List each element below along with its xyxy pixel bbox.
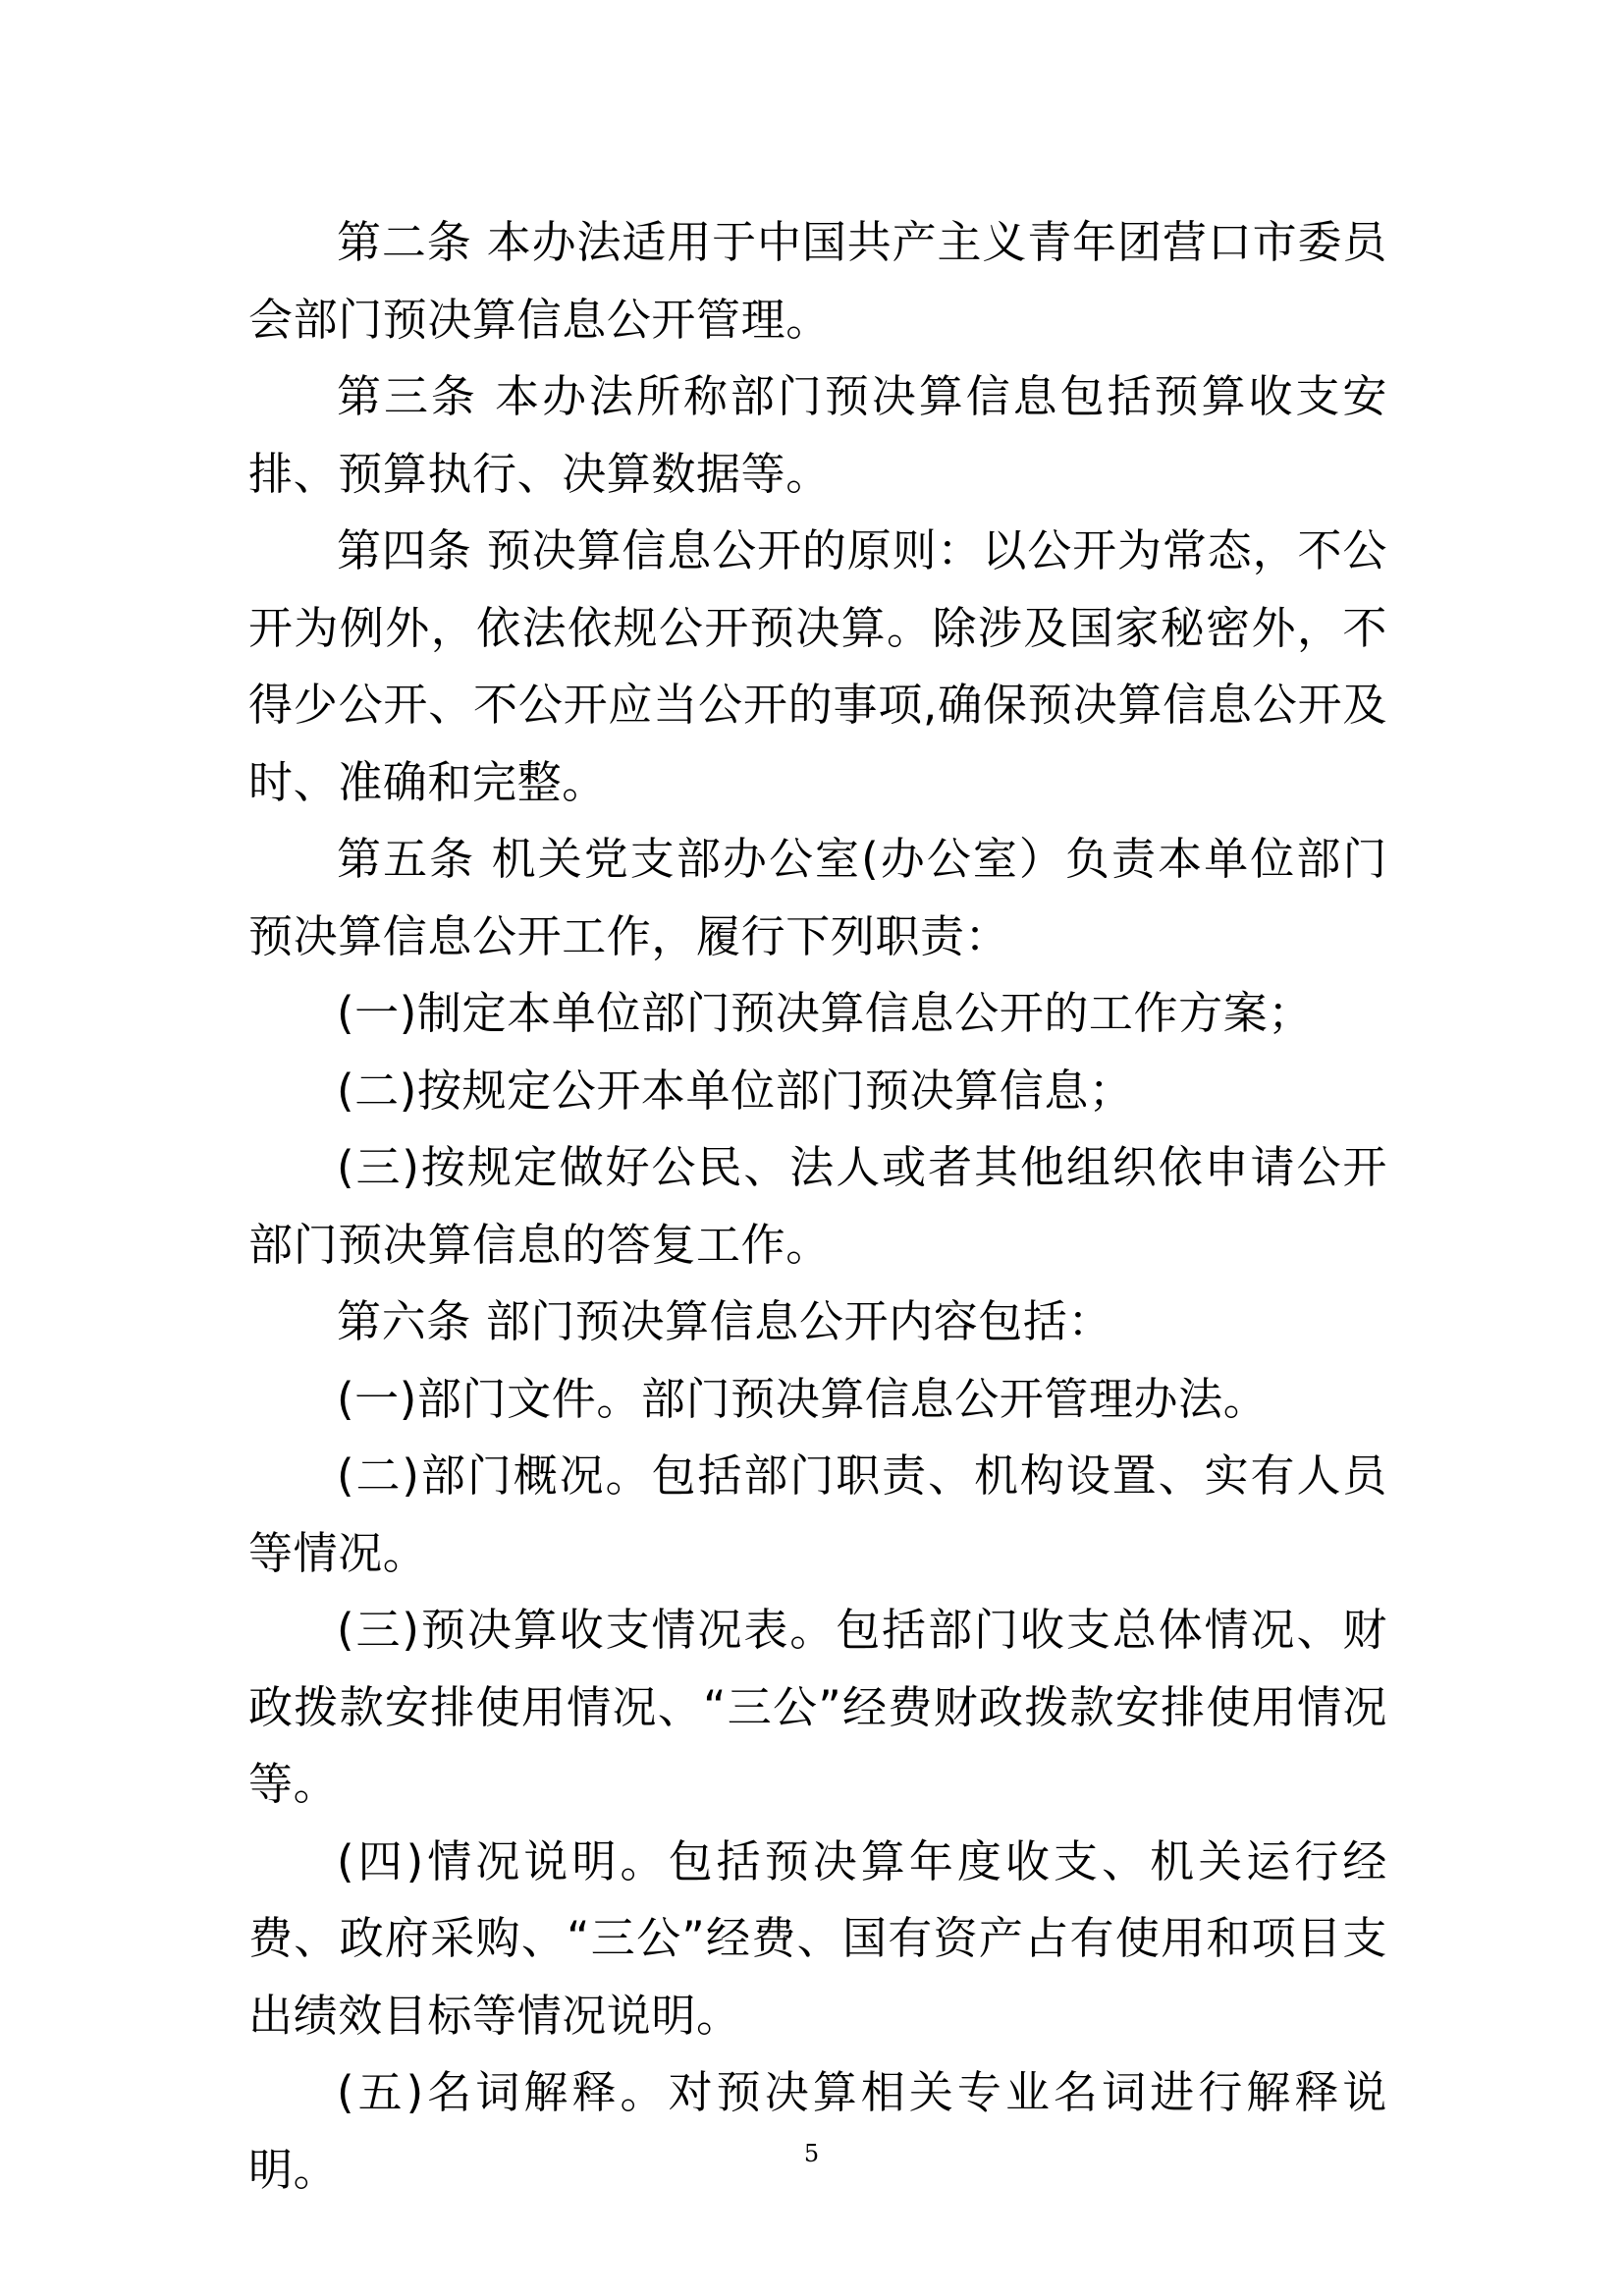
paragraph-article-4: 第四条 预决算信息公开的原则：以公开为常态，不公开为例外，依法依规公开预决算。除涉及国家秘密外，不得少公开、不公开应当公开的事项,确保预决算信息公开及时、准确和完整。 [248,524,1387,808]
paragraph-article-6-item-2: (二)部门概况。包括部门职责、机构设置、实有人员等情况。 [248,1449,1387,1579]
paragraph-article-5-item-2: (二)按规定公开本单位部门预决算信息； [337,1064,1134,1117]
page-number: 5 [803,2140,820,2167]
paragraph-article-5-item-3: (三)按规定做好公民、法人或者其他组织依申请公开部门预决算信息的答复工作。 [248,1141,1387,1271]
paragraph-article-2: 第二条 本办法适用于中国共产主义青年团营口市委员会部门预决算信息公开管理。 [248,216,1387,346]
paragraph-article-5-item-1: (一)制定本单位部门预决算信息公开的工作方案； [337,987,1313,1039]
document-body [248,204,1387,2209]
paragraph-article-6-item-4: (四)情况说明。包括预决算年度收支、机关运行经费、政府采购、“三公”经费、国有资产占有使用和项目支出绩效目标等情况说明。 [248,1834,1387,2042]
paragraph-article-6-item-1: (一)部门文件。部门预决算信息公开管理办法。 [337,1372,1269,1425]
paragraph-article-3: 第三条 本办法所称部门预决算信息包括预算收支安排、预算执行、决算数据等。 [248,370,1387,500]
paragraph-article-5: 第五条 机关党支部办公室(办公室）负责本单位部门预决算信息公开工作，履行下列职责： [248,833,1387,962]
paragraph-article-6: 第六条 部门预决算信息公开内容包括： [337,1295,1113,1347]
paragraph-article-6-item-5: (五)名词解释。对预决算相关专业名词进行解释说明。 [248,2066,1387,2196]
paragraph-article-6-item-3: (三)预决算收支情况表。包括部门收支总体情况、财政拨款安排使用情况、“三公”经费财政拨款安排使用情况等。 [248,1604,1387,1810]
